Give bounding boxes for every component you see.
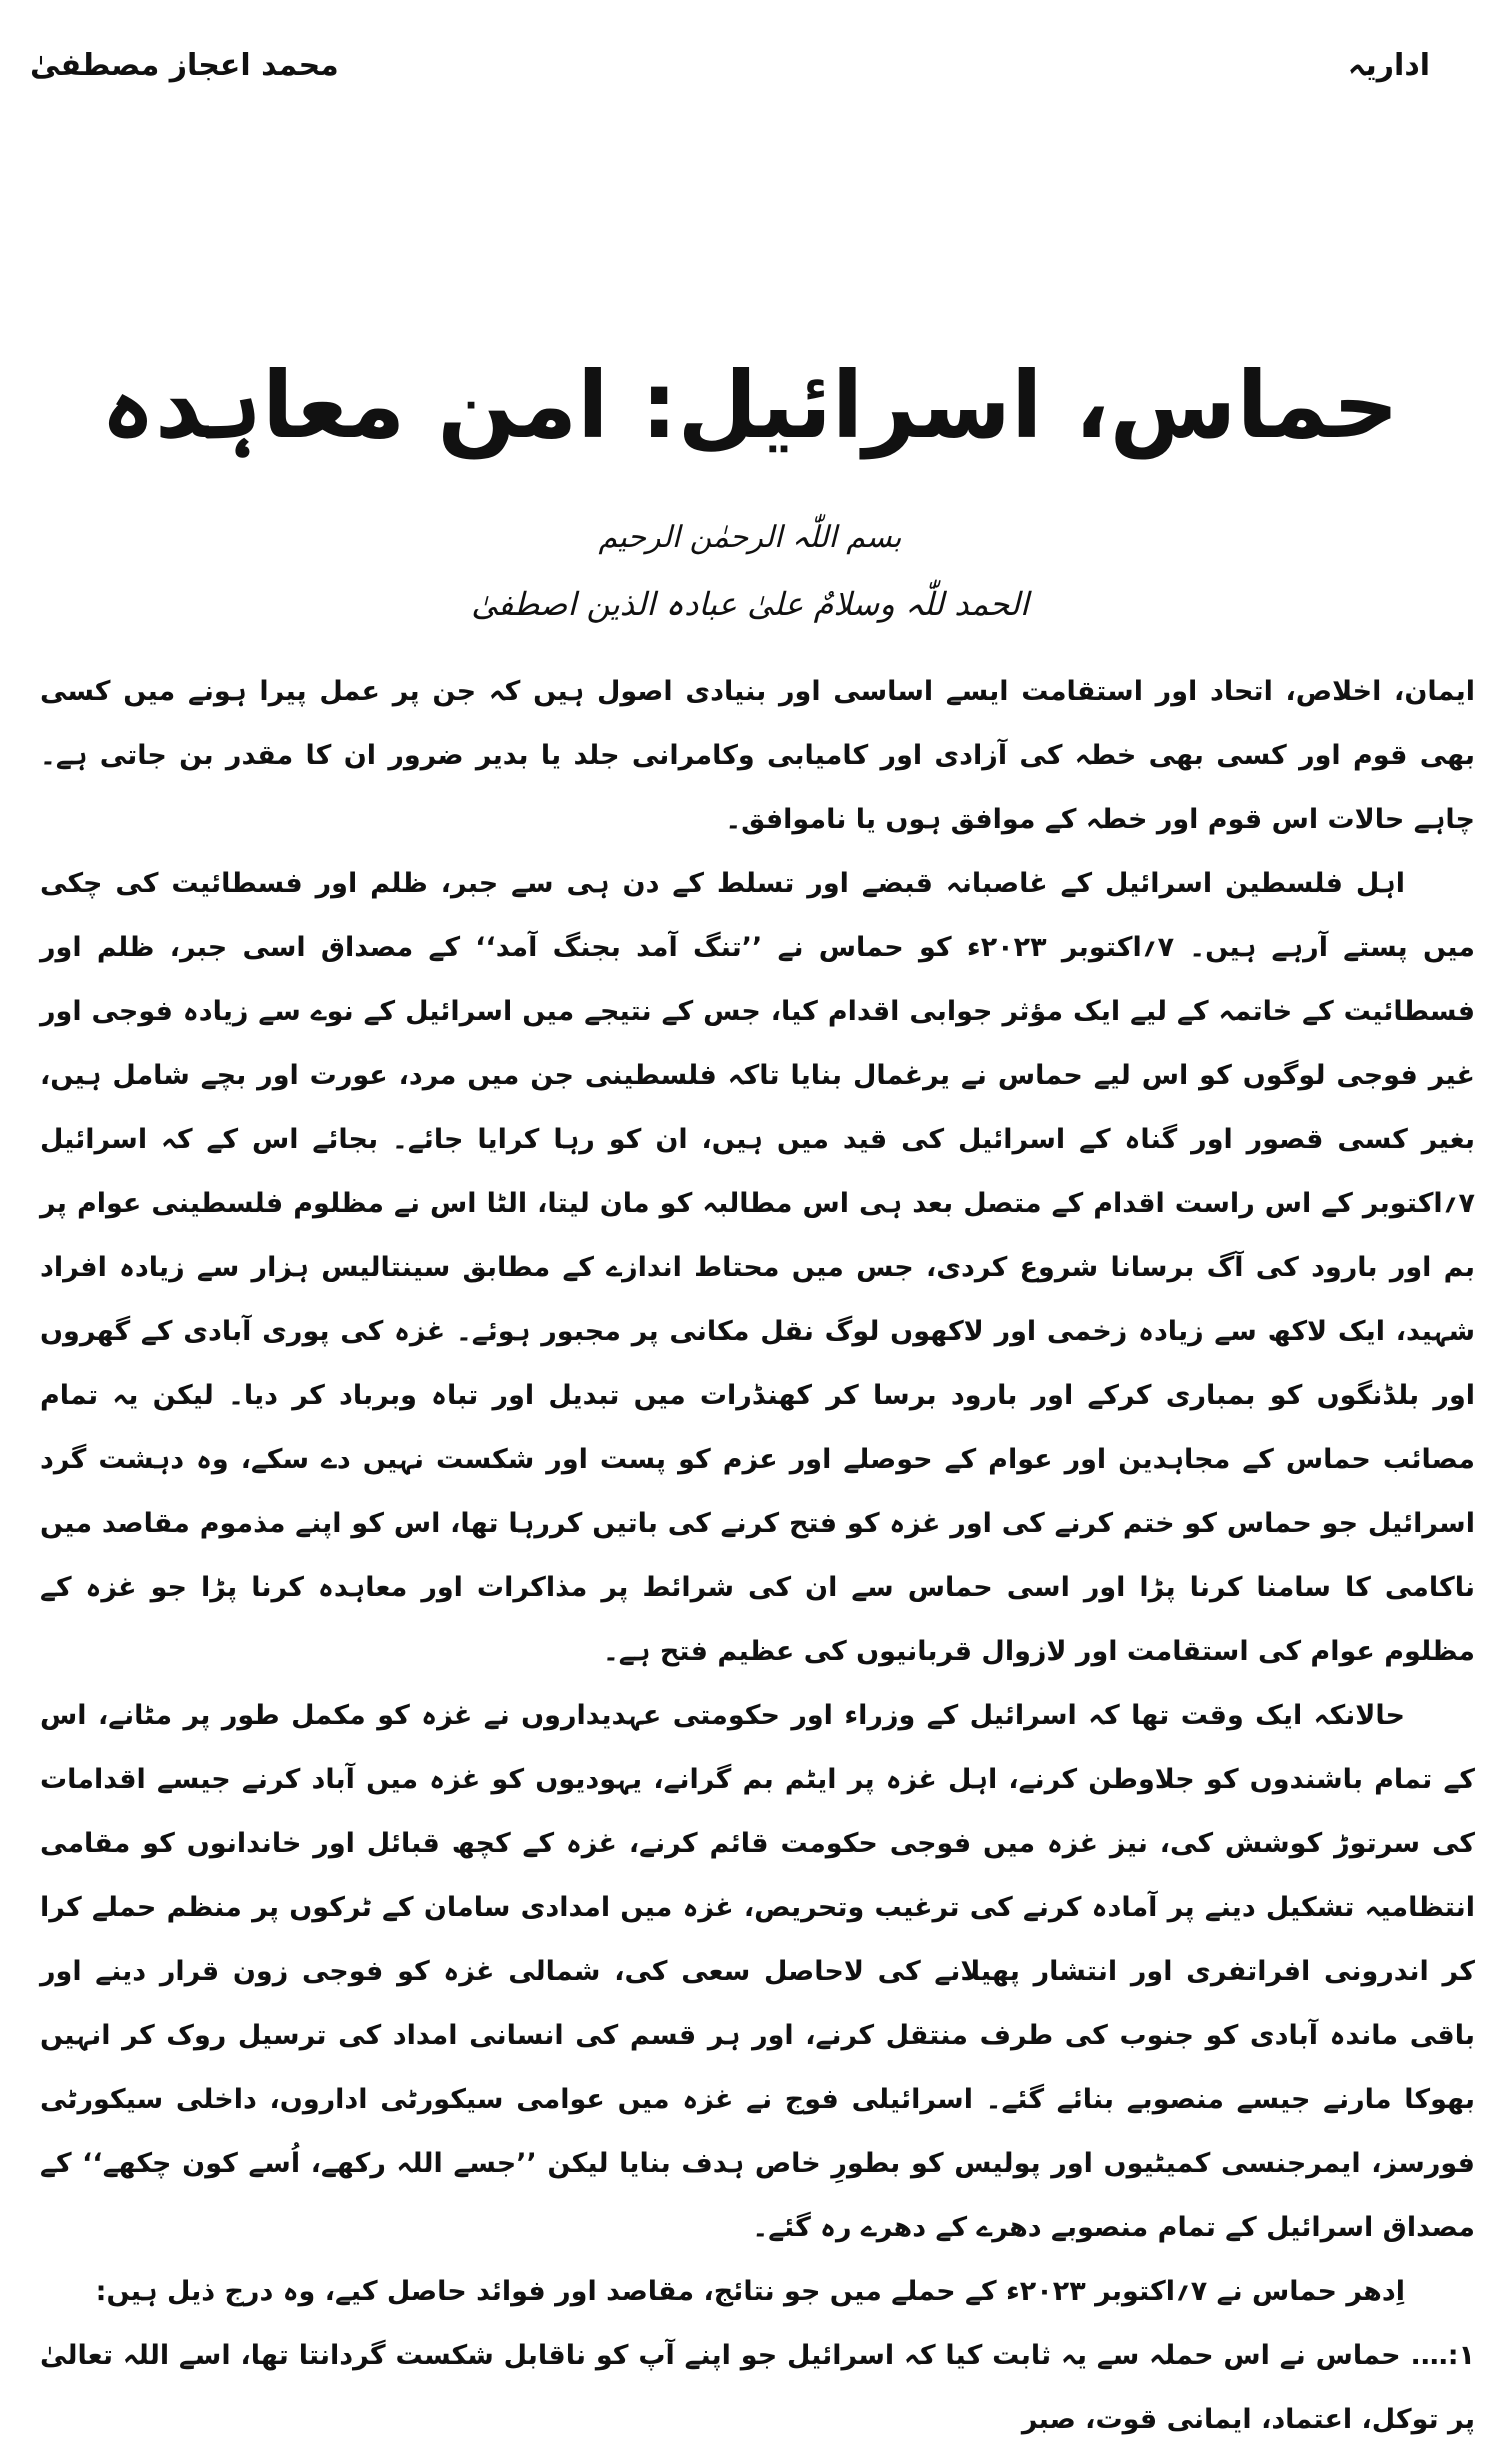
paragraph-israeli-plans: حالانکہ ایک وقت تھا کہ اسرائیل کے وزراء اور حکومتی عہدیداروں نے غزہ کو مکمل طور پر مٹانے، اس کے تمام باشندوں کو جلاوطن کرنے، اہل غزہ پر ایٹم بم گرانے، یہودیوں کو غزہ میں آباد کرنے جیسے اقدامات کی سرتوڑ کوشش کی، نیز غزہ میں فوجی حکومت قائم کرنے، غزہ کے کچھ قبائل اور خاندانوں کو مقامی انتظامیہ تشکیل دینے پر آمادہ کرنے کی ترغیب وتحریص، غزہ میں امدادی سامان کے ٹرکوں پر منظم حملے کرا کر اندرونی افراتفری اور انتشار پھیلانے کی لاحاصل سعی کی، شمالی غزہ کو فوجی زون قرار دینے اور باقی ماندہ آبادی کو جنوب کی طرف منتقل کرنے، اور ہر قسم کی انسانی امداد کی ترسیل روک کر انہیں بھوکا مارنے جیسے منصوبے بنائے گئے۔ اسرائیلی فوج نے غزہ میں عوامی سیکورٹی اداروں، داخلی سیکورٹی فورسز، ایمرجنسی کمیٹیوں اور پولیس کو بطورِ خاص ہدف بنایا لیکن ’’جسے اللہ رکھے، اُسے کون چکھے‘‘ کے مصداق اسرائیل کے تمام منصوبے دھرے کے دھرے رہ گئے۔: [40, 1700, 1475, 2243]
article-title: حماس، اسرائیل: امن معاہدہ: [101, 352, 1399, 459]
list-item-1: ۱:…. حماس نے اس حملہ سے یہ ثابت کیا کہ اسرائیل جو اپنے آپ کو ناقابل شکست گردانتا تھا، اسے اللہ تعالیٰ پر توکل، اعتماد، ایمانی قوت، صبر: [40, 2340, 1475, 2435]
author-name: محمد اعجاز مصطفیٰ: [30, 48, 339, 83]
paragraph-results-intro: اِدھر حماس نے ۷؍اکتوبر ۲۰۲۳ء کے حملے میں جو نتائج، مقاصد اور فوائد حاصل کیے، وہ درج ذیل ہیں:: [95, 2276, 1405, 2307]
basmala-line-2: الحمد للّٰہ وسلامٌ علیٰ عبادہ الذین اصطفیٰ: [471, 585, 1029, 623]
paragraph-october-attack: اہل فلسطین اسرائیل کے غاصبانہ قبضے اور تسلط کے دن ہی سے جبر، ظلم اور فسطائیت کی چکی میں پستے آرہے ہیں۔ ۷؍اکتوبر ۲۰۲۳ء کو حماس نے ’’تنگ آمد بجنگ آمد‘‘ کے مصداق اسی جبر، ظلم اور فسطائیت کے خاتمہ کے لیے ایک مؤثر جوابی اقدام کیا، جس کے نتیجے میں اسرائیل کے نوے سے زیادہ فوجی اور غیر فوجی لوگوں کو اس لیے حماس نے یرغمال بنایا تاکہ فلسطینی جن میں مرد، عورت اور بچے شامل ہیں، بغیر کسی قصور اور گناہ کے اسرائیل کی قید میں ہیں، ان کو رہا کرایا جائے۔ بجائے اس کے کہ اسرائیل ۷؍اکتوبر کے اس راست اقدام کے متصل بعد ہی اس مطالبہ کو مان لیتا، الٹا اس نے مظلوم فلسطینی عوام پر بم اور بارود کی آگ برسانا شروع کردی، جس میں محتاط اندازے کے مطابق سینتالیس ہزار سے زیادہ افراد شہید، ایک لاکھ سے زیادہ زخمی اور لاکھوں لوگ نقل مکانی پر مجبور ہوئے۔ غزہ کی پوری آبادی کے گھروں اور بلڈنگوں کو بمباری کرکے اور بارود برسا کر کھنڈرات میں تبدیل اور تباہ وبرباد کر دیا۔ لیکن یہ تمام مصائب حماس کے مجاہدین اور عوام کے حوصلے اور عزم کو پست اور شکست نہیں دے سکے، وہ دہشت گرد اسرائیل جو حماس کو ختم کرنے کی اور غزہ کو فتح کرنے کی باتیں کررہا تھا، اس کو اپنے مذموم مقاصد میں ناکامی کا سامنا کرنا پڑا اور اسی حماس سے ان کی شرائط پر مذاکرات اور معاہدہ کرنا پڑا جو غزہ کے مظلوم عوام کی استقامت اور لازوال قربانیوں کی عظیم فتح ہے۔: [40, 868, 1475, 1667]
section-label: اداریہ: [1347, 48, 1430, 83]
basmala-line-1: بسم اللّٰہ الرحمٰن الرحیم: [598, 520, 902, 555]
paragraph-intro: ایمان، اخلاص، اتحاد اور استقامت ایسے اساسی اور بنیادی اصول ہیں کہ جن پر عمل پیرا ہونے میں کسی بھی قوم اور کسی بھی خطہ کی آزادی اور کامیابی وکامرانی جلد یا بدیر ضرور ان کا مقدر بن جاتی ہے۔ چاہے حالات اس قوم اور خطہ کے موافق ہوں یا ناموافق۔: [40, 676, 1475, 835]
article-body: [40, 660, 1475, 2452]
